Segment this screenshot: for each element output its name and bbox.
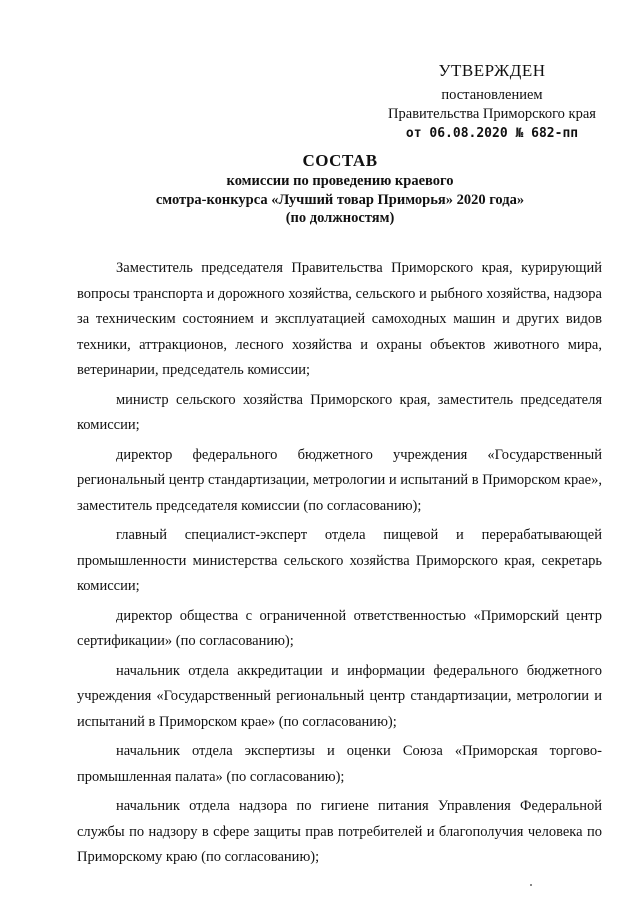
member-paragraph: главный специалист-эксперт отдела пищевой и перерабатывающей промышленности министерства сельского хозяйства Приморского края, секретарь комиссии; <box>77 527 602 594</box>
commission-members-list <box>77 256 602 871</box>
document-title: СОСТАВ <box>302 151 378 170</box>
member-paragraph: начальник отдела экспертизы и оценки Союза «Приморская торгово-промышленная палата» (по согласованию); <box>77 743 602 785</box>
approval-stamp-block <box>372 60 612 143</box>
document-subtitle-line-3: (по должностям) <box>285 210 395 226</box>
scan-dot-mark <box>530 884 532 886</box>
member-paragraph: начальник отдела надзора по гигиене питания Управления Федеральной службы по надзору в сфере защиты прав потребителей и благополучия человека по Приморскому краю (по согласованию); <box>77 798 602 865</box>
member-paragraph: начальник отдела аккредитации и информации федерального бюджетного учреждения «Государственный региональный центр стандартизации, метрологии и испытаний в Приморском крае» (по согласованию); <box>77 662 602 730</box>
approval-resolution-line: постановлением <box>441 87 543 103</box>
approval-date-number: от 06.08.2020 № 682-пп <box>405 126 579 141</box>
member-paragraph: директор общества с ограниченной ответственностью «Приморский центр сертификации» (по согласованию); <box>77 607 602 649</box>
member-paragraph: директор федерального бюджетного учреждения «Государственный региональный центр стандартизации, метрологии и испытаний в Приморском крае», заместитель председателя комиссии (по согласованию); <box>77 446 602 514</box>
approval-government-line: Правительства Приморского края <box>388 106 596 122</box>
document-title-block <box>80 150 600 228</box>
member-paragraph: Заместитель председателя Правительства Приморского края, курирующий вопросы транспорта и дорожного хозяйства, сельского и рыбного хозяйства, надзора за техническим состоянием и эксплуатацией самоходных машин и других видов техники, аттракционов, лесного хозяйства и охраны объектов животного мира, ветеринарии, председатель комиссии; <box>77 260 602 378</box>
approved-heading: УТВЕРЖДЕН <box>438 61 546 80</box>
member-paragraph: министр сельского хозяйства Приморского края, заместитель председателя комиссии; <box>77 391 602 433</box>
document-subtitle-line-2: смотра-конкурса «Лучший товар Приморья» 2020 года» <box>155 191 525 208</box>
document-subtitle-line-1: комиссии по проведению краевого <box>226 173 454 189</box>
